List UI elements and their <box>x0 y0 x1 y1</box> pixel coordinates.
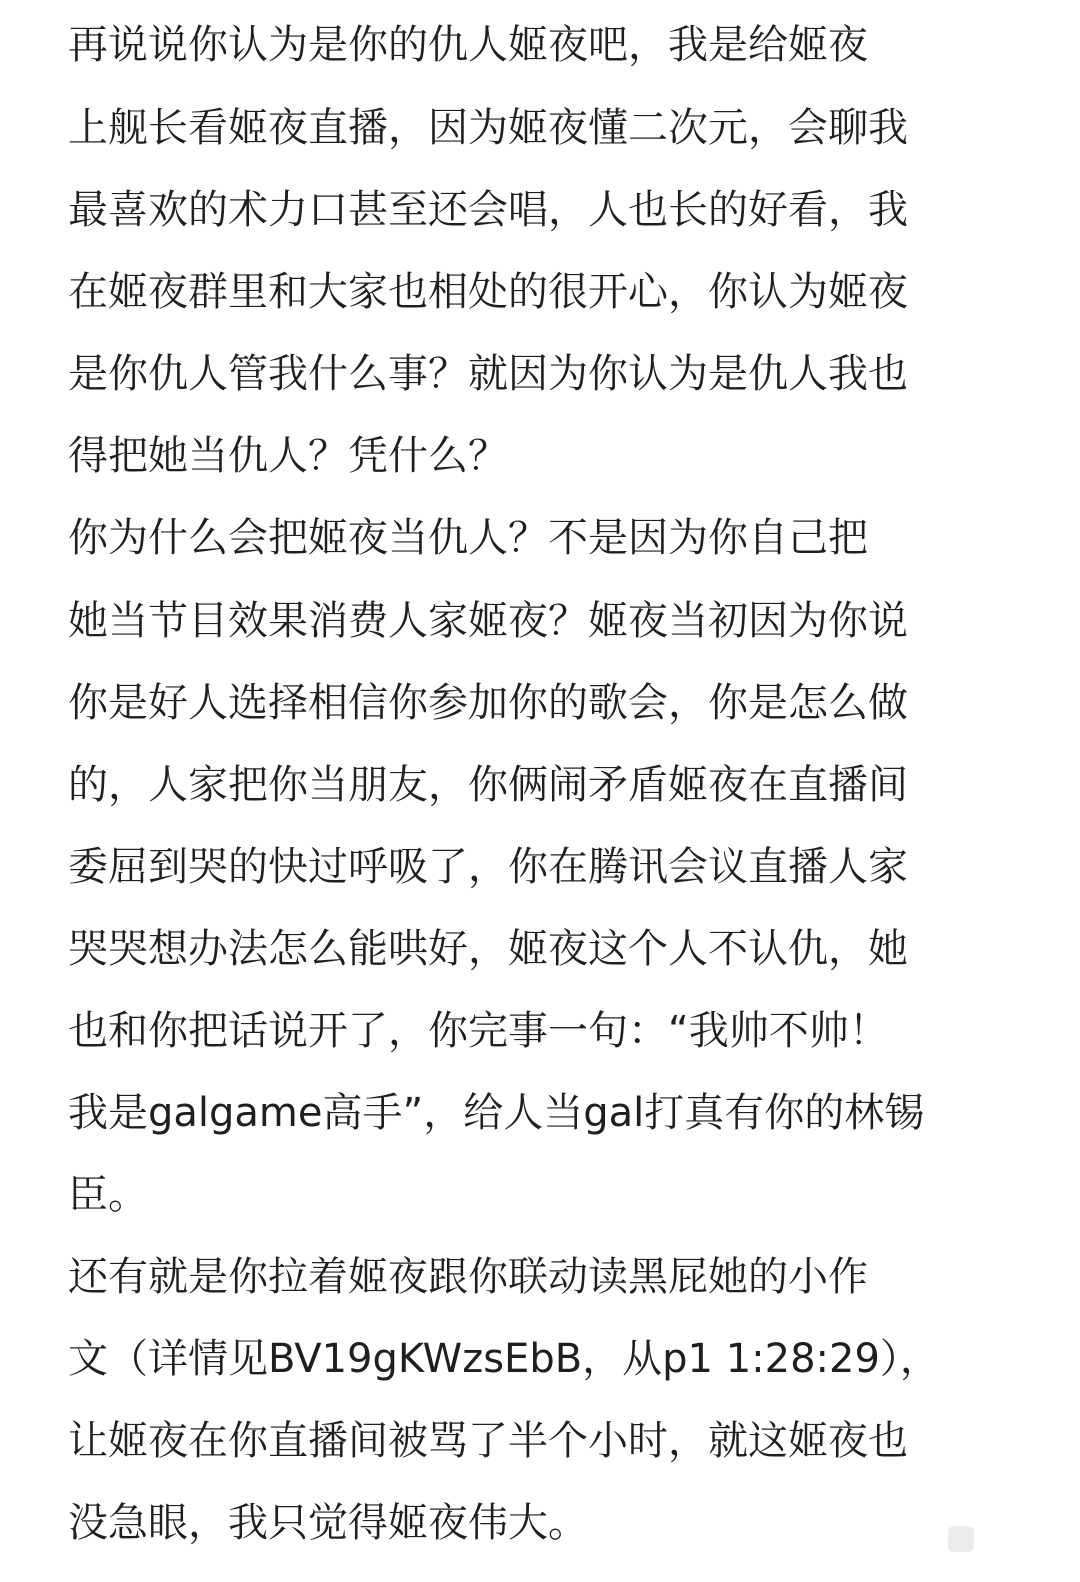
text-line: 再说说你认为是你的仇人姬夜吧，我是给姬夜 <box>68 22 868 68</box>
text-line: 得把她当仇人？凭什么？ <box>68 433 508 479</box>
text-line: 文（详情见BV19gKWzsEbB，从p1 1:28:29）， <box>68 1336 940 1382</box>
text-line: 她当节目效果消费人家姬夜？姬夜当初因为你说 <box>68 598 908 644</box>
text-line: 在姬夜群里和大家也相处的很开心，你认为姬夜 <box>68 269 908 315</box>
text-line: 没急眼，我只觉得姬夜伟大。 <box>68 1500 588 1546</box>
text-line: 也和你把话说开了，你完事一句：“我帅不帅！ <box>68 1008 889 1054</box>
watermark-icon <box>948 1526 974 1552</box>
text-line: 还有就是你拉着姬夜跟你联动读黑屁她的小作 <box>68 1254 868 1300</box>
text-line: 我是galgame高手”，给人当gal打真有你的林锡 <box>68 1090 925 1136</box>
text-line: 是你仇人管我什么事？就因为你认为是仇人我也 <box>68 351 908 397</box>
document-body <box>68 0 998 1582</box>
text-line: 臣。 <box>68 1172 148 1218</box>
text-line: 上舰长看姬夜直播，因为姬夜懂二次元，会聊我 <box>68 105 908 151</box>
text-line: 最喜欢的术力口甚至还会唱，人也长的好看，我 <box>68 187 908 233</box>
text-line: 委屈到哭的快过呼吸了，你在腾讯会议直播人家 <box>68 844 908 890</box>
text-line: 你是好人选择相信你参加你的歌会，你是怎么做 <box>68 680 908 726</box>
text-line: 你为什么会把姬夜当仇人？不是因为你自己把 <box>68 515 868 561</box>
text-line: 哭哭想办法怎么能哄好，姬夜这个人不认仇，她 <box>68 926 908 972</box>
text-line: 的，人家把你当朋友，你俩闹矛盾姬夜在直播间 <box>68 762 908 808</box>
text-line: 让姬夜在你直播间被骂了半个小时，就这姬夜也 <box>68 1418 908 1464</box>
